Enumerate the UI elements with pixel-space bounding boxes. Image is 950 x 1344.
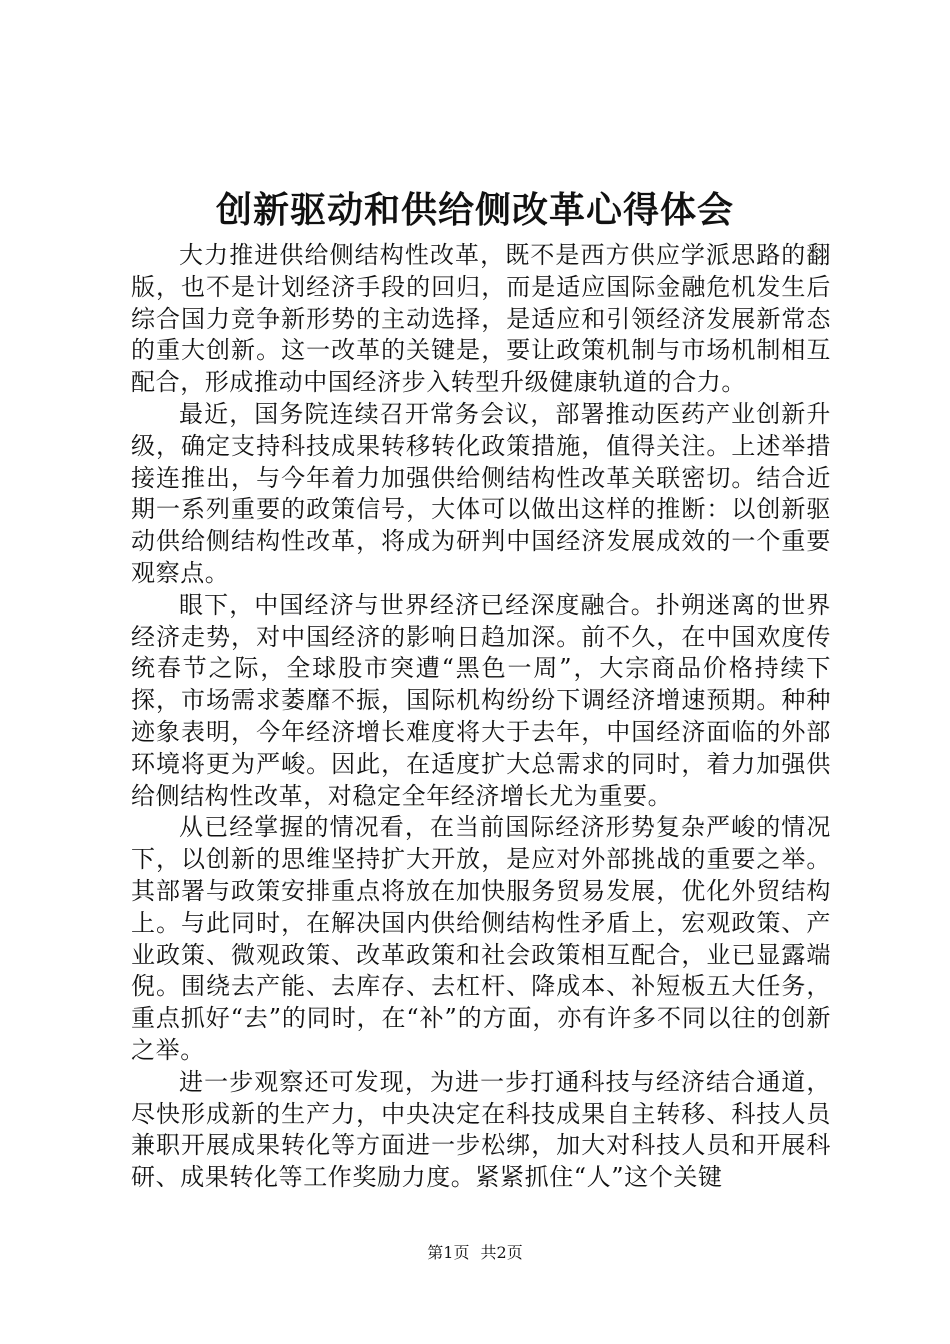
page-footer — [0, 1242, 950, 1264]
paragraph-5: 进一步观察还可发现，为进一步打通科技与经济结合通道，尽快形成新的生产力，中央决定在科技成果自主转移、科技人员兼职开展成果转化等方面进一步松绑，加大对科技人员和开展科研、成果转化等工作奖励力度。紧紧抓住“人”这个关键 — [131, 1067, 831, 1192]
paragraph-4: 从已经掌握的情况看，在当前国际经济形势复杂严峻的情况下，以创新的思维坚持扩大开放，是应对外部挑战的重要之举。其部署与政策安排重点将放在加快服务贸易发展，优化外贸结构上。与此同时，在解决国内供给侧结构性矛盾上，宏观政策、产业政策、微观政策、改革政策和社会政策相互配合，业已显露端倪。围绕去产能、去库存、去杠杆、降成本、补短板五大任务，重点抓好“去”的同时，在“补”的方面，亦有许多不同以往的创新之举。 — [131, 813, 831, 1064]
paragraph-1: 大力推进供给侧结构性改革，既不是西方供应学派思路的翻版，也不是计划经济手段的回归，而是适应国际金融危机发生后综合国力竞争新形势的主动选择，是适应和引领经济发展新常态的重大创新。这一改革的关键是，要让政策机制与市场机制相互配合，形成推动中国经济步入转型升级健康轨道的合力。 — [131, 241, 831, 397]
page-number: 第1页 — [427, 1243, 470, 1262]
page-total: 共2页 — [480, 1243, 523, 1262]
document-body — [131, 240, 831, 1194]
paragraph-2: 最近，国务院连续召开常务会议，部署推动医药产业创新升级，确定支持科技成果转移转化政策措施，值得关注。上述举措接连推出，与今年着力加强供给侧结构性改革关联密切。结合近期一系列重要的政策信号，大体可以做出这样的推断：以创新驱动供给侧结构性改革，将成为研判中国经济发展成效的一个重要观察点。 — [131, 399, 831, 587]
document-title: 创新驱动和供给侧改革心得体会 — [215, 189, 734, 231]
paragraph-3: 眼下，中国经济与世界经济已经深度融合。扑朔迷离的世界经济走势，对中国经济的影响日趋加深。前不久，在中国欢度传统春节之际，全球股市突遭“黑色一周”，大宗商品价格持续下探，市场需求萎靡不振，国际机构纷纷下调经济增速预期。种种迹象表明，今年经济增长难度将大于去年，中国经济面临的外部环境将更为严峻。因此，在适度扩大总需求的同时，着力加强供给侧结构性改革，对稳定全年经济增长尤为重要。 — [131, 590, 831, 810]
